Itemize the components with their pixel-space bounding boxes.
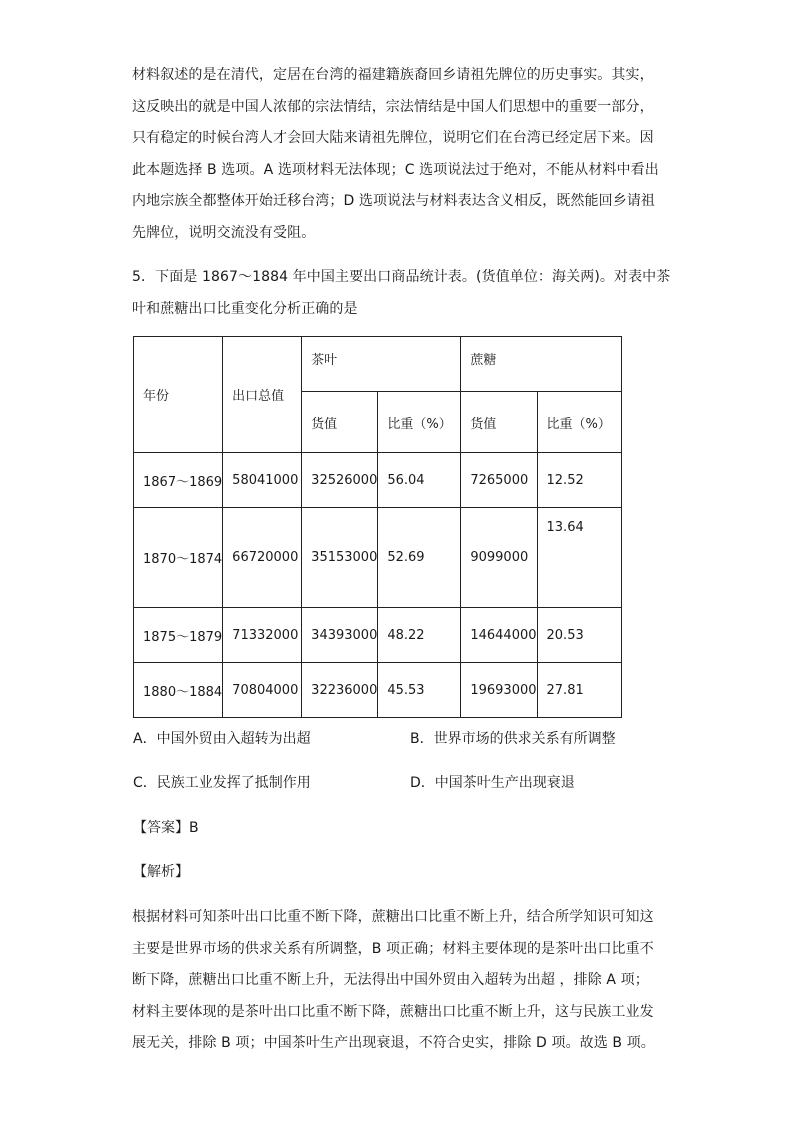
cell-year: 1880～1884	[134, 663, 223, 718]
header-tea-share: 比重（%）	[378, 392, 461, 453]
table-row	[134, 453, 622, 508]
header-tea-value: 货值	[302, 392, 378, 453]
table-header-row	[134, 337, 622, 392]
cell-sugar-share: 12.52	[537, 453, 621, 508]
analysis-paragraph	[132, 902, 664, 1060]
cell-tea-share: 52.69	[378, 508, 461, 608]
text-line: 这反映出的就是中国人浓郁的宗法情结，宗法情结是中国人们思想中的重要一部分，	[132, 98, 654, 115]
export-statistics-table	[133, 336, 622, 718]
option-a: A．中国外贸由入超转为出超	[133, 731, 311, 747]
text-line: 内地宗族全都整体开始迁移台湾；D 选项说法与材料表达含义相反，既然能回乡请祖	[132, 193, 656, 209]
question-stem	[132, 262, 671, 325]
explanation-paragraph	[132, 60, 664, 249]
table-row	[134, 508, 622, 608]
cell-tea-share: 56.04	[378, 453, 461, 508]
cell-tea-share: 48.22	[378, 608, 461, 663]
header-year: 年份	[134, 337, 223, 453]
answer-label: 【答案】B	[133, 820, 199, 836]
text-line: 叶和蔗糖出口比重变化分析正确的是	[132, 300, 358, 317]
cell-tea-share: 45.53	[378, 663, 461, 718]
cell-sugar-value: 14644000	[461, 608, 537, 663]
table-row	[134, 608, 622, 663]
cell-year: 1875～1879	[134, 608, 223, 663]
cell-total: 58041000	[223, 453, 302, 508]
cell-tea-value: 32236000	[302, 663, 378, 718]
text-line: 根据材料可知茶叶出口比重不断下降，蔗糖出口比重不断上升，结合所学知识可知这	[132, 909, 654, 925]
option-b: B．世界市场的供求关系有所调整	[410, 731, 616, 747]
text-line: 材料叙述的是在清代，定居在台湾的福建籍族裔回乡请祖先牌位的历史事实。其实，	[132, 67, 654, 83]
header-sugar-share: 比重（%）	[537, 392, 621, 453]
cell-tea-value: 32526000	[302, 453, 378, 508]
cell-sugar-value: 7265000	[461, 453, 537, 508]
header-sugar-value: 货值	[461, 392, 537, 453]
cell-year: 1867～1869	[134, 453, 223, 508]
analysis-title: 【解析】	[133, 864, 189, 880]
cell-tea-value: 34393000	[302, 608, 378, 663]
cell-sugar-value: 9099000	[461, 508, 537, 608]
cell-total: 70804000	[223, 663, 302, 718]
cell-total: 66720000	[223, 508, 302, 608]
header-sugar: 蔗糖	[461, 337, 621, 392]
text-line: 展无关，排除 B 项；中国茶叶生产出现衰退，不符合史实，排除 D 项。故选 B 项。	[132, 1035, 655, 1051]
text-line: 先牌位，说明交流没有受阻。	[132, 224, 316, 241]
cell-sugar-share: 13.64	[537, 508, 621, 608]
text-line: 此本题选择 B 选项。A 选项材料无法体现；C 选项说法过于绝对，不能从材料中看出	[132, 161, 659, 178]
text-line: 材料主要体现的是茶叶出口比重不断下降，蔗糖出口比重不断上升，这与民族工业发	[132, 1003, 654, 1020]
text-line: 主要是世界市场的供求关系有所调整，B 项正确；材料主要体现的是茶叶出口比重不	[132, 940, 654, 957]
cell-sugar-value: 19693000	[461, 663, 537, 718]
cell-sugar-share: 20.53	[537, 608, 621, 663]
cell-year: 1870～1874	[134, 508, 223, 608]
table-row	[134, 663, 622, 718]
text-line: 断下降，蔗糖出口比重不断上升，无法得出中国外贸由入超转为出超 ，排除 A 项；	[132, 972, 649, 988]
option-d: D．中国茶叶生产出现衰退	[410, 775, 575, 791]
text-line: 5．下面是 1867～1884 年中国主要出口商品统计表。(货值单位：海关两)。对表中茶	[132, 269, 671, 285]
header-total: 出口总值	[223, 337, 302, 453]
cell-tea-value: 35153000	[302, 508, 378, 608]
cell-total: 71332000	[223, 608, 302, 663]
option-c: C．民族工业发挥了抵制作用	[133, 775, 311, 791]
text-line: 只有稳定的时候台湾人才会回大陆来请祖先牌位，说明它们在台湾已经定居下来。因	[132, 130, 654, 146]
cell-sugar-share: 27.81	[537, 663, 621, 718]
header-tea: 茶叶	[302, 337, 461, 392]
